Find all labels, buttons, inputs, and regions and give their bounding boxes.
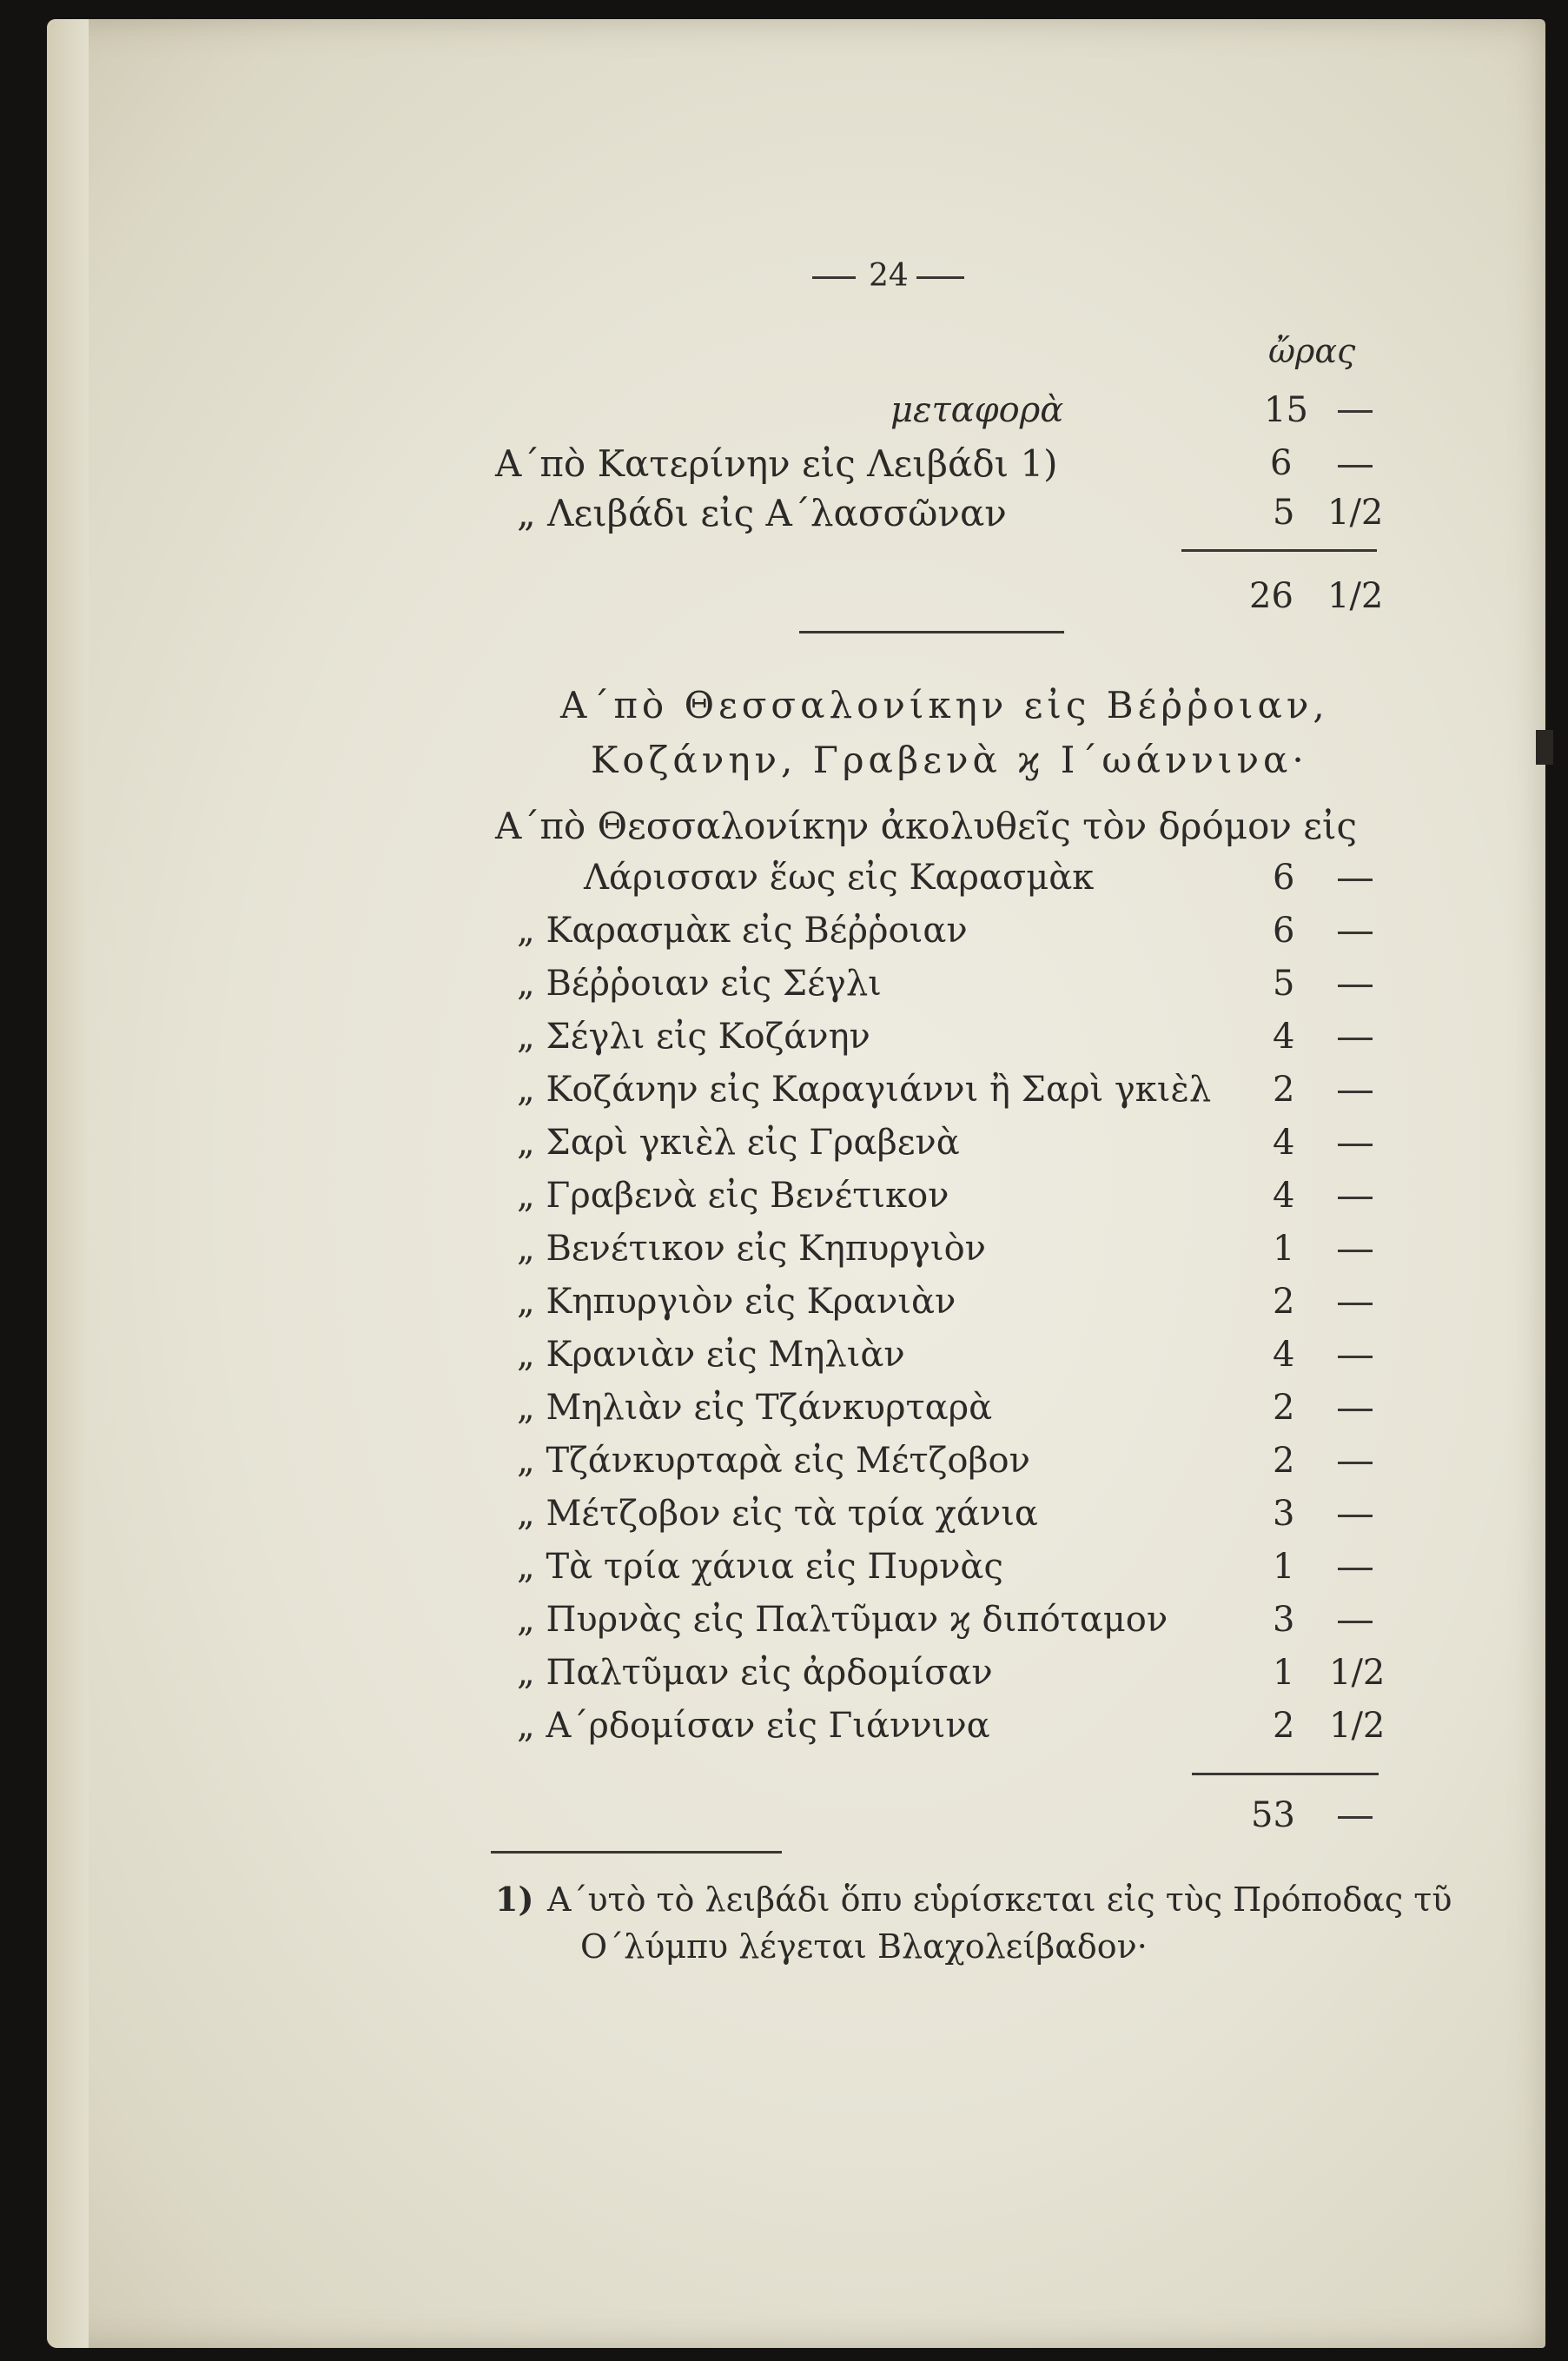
route-row-katerini: Α΄πὸ Κατερίνην εἰς Λειβάδι 1) — [495, 442, 1058, 485]
route-row-dash — [1338, 1515, 1373, 1517]
route-row-dash — [1338, 1197, 1373, 1199]
route-row-livadi-fraction: 1/2 — [1327, 493, 1384, 533]
section1-total-hours: 26 — [1249, 576, 1293, 616]
route-row-katerini-dash — [1338, 465, 1373, 468]
route-row: „ Γραβενὰ εἰς Βενέτικον — [517, 1176, 949, 1216]
route-row: „ Βέῤῥοιαν εἰς Σέγλι — [517, 964, 882, 1004]
route-row-hours: 2 — [1273, 1282, 1295, 1322]
route-row-hours: 4 — [1273, 1123, 1295, 1163]
sum-rule-2 — [1192, 1773, 1379, 1775]
route-row-hours: 4 — [1273, 1335, 1295, 1375]
carried-forward-dash — [1338, 410, 1373, 413]
route-row-hours: 6 — [1273, 858, 1295, 898]
route-row: „ Καρασμὰκ εἰς Βέῤῥοιαν — [517, 911, 968, 951]
route-row-dash — [1338, 1621, 1373, 1623]
route-row-hours: 3 — [1273, 1494, 1295, 1534]
route-row-hours: 2 — [1273, 1388, 1295, 1428]
route-row: „ Α΄ρδομίσαν εἰς Γιάννινα — [517, 1706, 990, 1746]
footnote-rule — [491, 1851, 782, 1854]
section2-total-hours: 53 — [1251, 1795, 1295, 1835]
route-row-dash — [1338, 1303, 1373, 1305]
sum-rule-1 — [1181, 549, 1377, 552]
footnote-marker: 1) — [495, 1880, 534, 1919]
carried-forward-label: μεταφορὰ — [890, 390, 1064, 430]
hours-column-label: ὤρας — [1268, 332, 1356, 370]
section-title-line-2: Κοζάνην, Γραβενὰ ϗ Ι΄ωάννινα· — [591, 739, 1308, 781]
route-row-livadi-hours: 5 — [1273, 493, 1295, 533]
carried-forward-hours: 15 — [1264, 390, 1308, 430]
route-row-hours: 1 — [1273, 1547, 1295, 1587]
route-row: „ Κρανιὰν εἰς Μηλιὰν — [517, 1335, 905, 1375]
route-row: „ Τὰ τρία χάνια εἰς Πυρνὰς — [517, 1547, 1003, 1587]
route-row-katerini-hours: 6 — [1270, 443, 1293, 483]
route-row: „ Τζάνκυρταρὰ εἰς Μέτζοβον — [517, 1441, 1030, 1481]
route-row-fraction: 1/2 — [1329, 1706, 1386, 1746]
route-row: „ Βενέτικον εἰς Κηπυργιὸν — [517, 1229, 986, 1269]
footnote-line-2: Ο΄λύμπυ λέγεται Βλαχολείβαδον· — [580, 1927, 1148, 1966]
route-row-dash — [1338, 932, 1373, 934]
route-row: „ Κοζάνην εἰς Καραγιάννι ἢ Σαρὶ γκιὲλ — [517, 1070, 1212, 1110]
route-row-dash — [1338, 1356, 1373, 1358]
route-row-hours: 2 — [1273, 1070, 1295, 1110]
page-edge-tab — [1536, 730, 1553, 765]
section-title-line-1: Α΄πὸ Θεσσαλονίκην εἰς Βέῤῥοιαν, — [560, 684, 1329, 726]
route-row-dash — [1338, 879, 1373, 881]
route-row-dash — [1338, 1038, 1373, 1040]
route-row-dash — [1338, 1568, 1373, 1570]
route-row-hours: 2 — [1273, 1441, 1295, 1481]
route-intro: Α΄πὸ Θεσσαλονίκην ἀκολυθεῖς τὸν δρόμον εἰς — [495, 805, 1357, 847]
route-row-hours: 4 — [1273, 1176, 1295, 1216]
header-ornament-left — [812, 276, 856, 279]
route-row-dash — [1338, 1250, 1373, 1252]
route-row-dash — [1338, 1409, 1373, 1411]
route-row-hours: 5 — [1273, 964, 1295, 1004]
route-row: „ Μηλιὰν εἰς Τζάνκυρταρὰ — [517, 1388, 993, 1428]
header-ornament-right — [916, 276, 964, 279]
route-row: „ Παλτῦμαν εἰς ἀρδομίσαν — [517, 1653, 993, 1693]
route-row-dash — [1338, 985, 1373, 987]
route-row: „ Μέτζοβον εἰς τὰ τρία χάνια — [517, 1494, 1038, 1534]
route-row: „ Σέγλι εἰς Κοζάνην — [517, 1017, 870, 1057]
route-row-hours: 2 — [1273, 1706, 1295, 1746]
route-row-livadi: „ Λειβάδι εἰς Α΄λασσῶναν — [517, 492, 1007, 534]
section-divider — [799, 631, 1064, 633]
route-row: Λάρισσαν ἕως εἰς Καρασμὰκ — [584, 858, 1095, 898]
route-row-hours: 1 — [1273, 1229, 1295, 1269]
route-row-hours: 3 — [1273, 1600, 1295, 1640]
route-row: „ Κηπυργιὸν εἰς Κρανιὰν — [517, 1282, 956, 1322]
footnote-line-1: Α΄υτὸ τὸ λειβάδι ὅπυ εὑρίσκεται εἰς τὺς Πρόποδας τῦ — [547, 1880, 1452, 1919]
route-row-dash — [1338, 1144, 1373, 1146]
section2-total-dash — [1338, 1816, 1373, 1819]
page-number: 24 — [869, 258, 909, 294]
route-row-dash — [1338, 1462, 1373, 1464]
route-row-hours: 6 — [1273, 911, 1295, 951]
route-row-hours: 1 — [1273, 1653, 1295, 1693]
section1-total-fraction: 1/2 — [1327, 576, 1384, 616]
route-row-dash — [1338, 1091, 1373, 1093]
route-row: „ Πυρνὰς εἰς Παλτῦμαν ϗ διπόταμον — [517, 1600, 1168, 1640]
route-row-fraction: 1/2 — [1329, 1653, 1386, 1693]
route-row-hours: 4 — [1273, 1017, 1295, 1057]
route-row: „ Σαρὶ γκιὲλ εἰς Γραβενὰ — [517, 1123, 960, 1163]
